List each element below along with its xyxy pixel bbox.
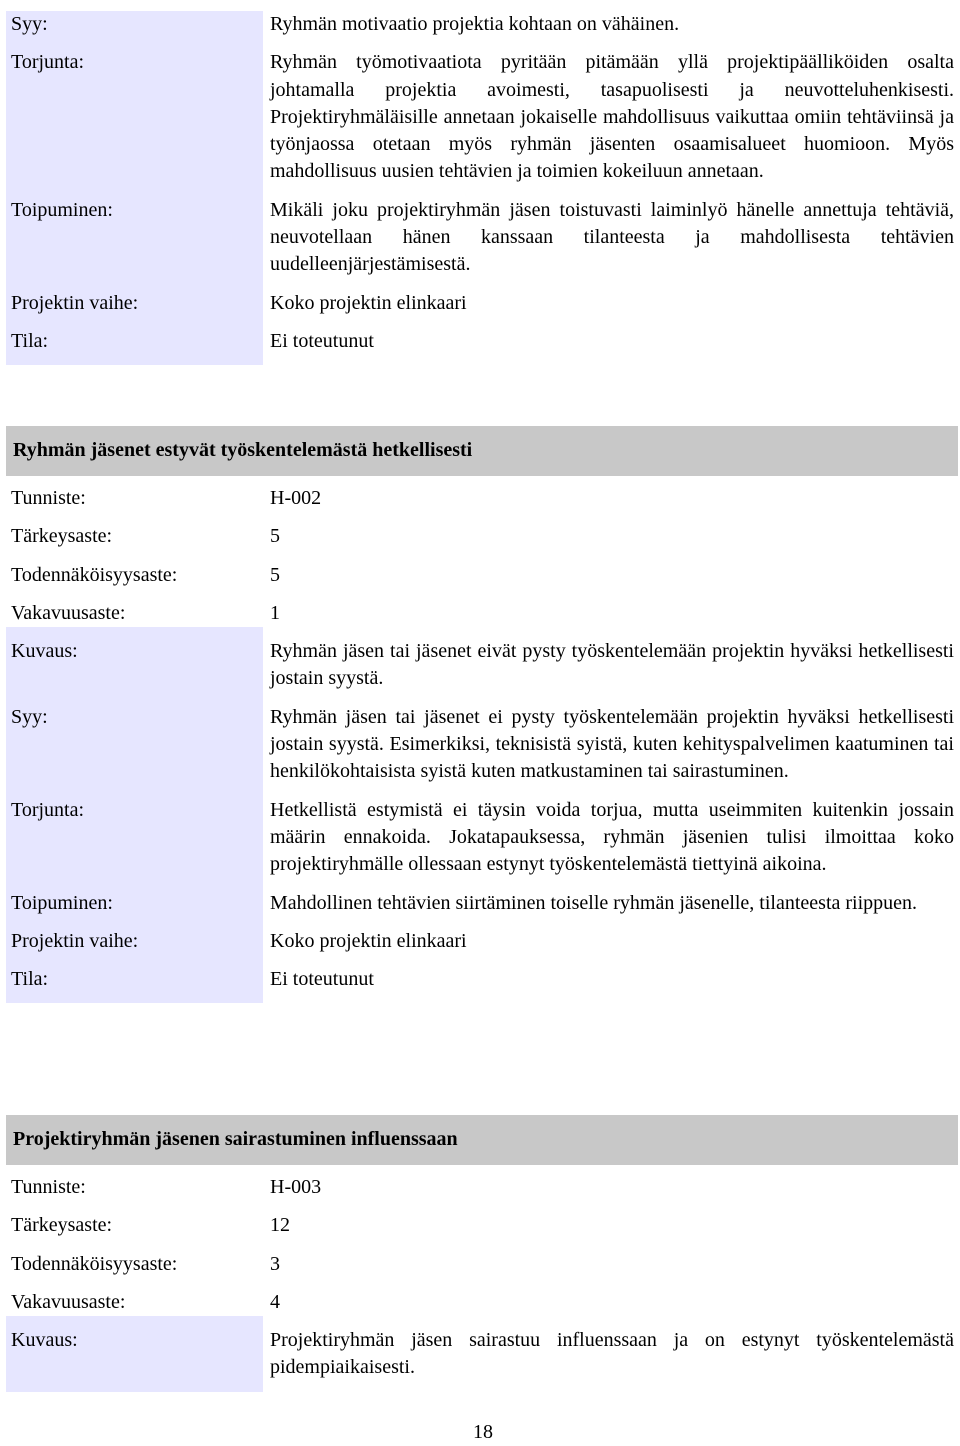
field-value-toipuminen: Mahdollinen tehtävien siirtäminen toiselle ryhmän jäsenelle, tilanteesta riippuen. — [270, 891, 918, 914]
row-gap — [6, 38, 958, 49]
field-label-vaihe: Projektin vaihe: — [6, 290, 263, 317]
field-row-tila — [6, 328, 958, 355]
field-value-torjunta: Ryhmän työmotivaatiota pyritään pitämään yllä projektipäälliköiden osalta johtamalla projektia avoimesti, tasapuolisesti ja neuvotteluhenkisesti. Projektiryhmäläisille annetaan jokaiselle mahdollisuus vaikuttaa omiin tehtäviinsä ja työnjaossa otetaan myös ryhmän jäsenten osaamisalueet huomioon. Myös mahdollisuus uusien tehtävien ja toimien kokeiluun annetaan. — [270, 51, 954, 183]
row-gap — [6, 955, 958, 966]
field-row-torjunta — [6, 797, 958, 879]
row-gap — [6, 279, 958, 290]
field-value-torjunta: Hetkellistä estymistä ei täysin voida torjua, mutta useimmiten kuitenkin jossain määrin ennakoida. Jokatapauksessa, ryhmän jäsenien tulisi ilmoittaa koko projektiryhmälle ollessaan estynyt työskentelemästä tiettyinä aikoina. — [270, 798, 954, 876]
field-value-vaihe: Koko projektin elinkaari — [270, 291, 467, 314]
row-gap — [6, 627, 958, 638]
row-gap — [6, 786, 958, 797]
row-gap — [6, 317, 958, 328]
row-gap — [6, 1316, 958, 1327]
field-value-vakavuusaste: 4 — [270, 1290, 280, 1313]
row-gap — [6, 1240, 958, 1251]
field-label-tila: Tila: — [6, 966, 263, 993]
field-value-todennakoisyysaste: 5 — [270, 563, 280, 586]
field-row-kuvaus — [6, 638, 958, 693]
field-value-vaihe: Koko projektin elinkaari — [270, 929, 467, 952]
row-gap — [6, 1278, 958, 1289]
field-value-vakavuusaste: 1 — [270, 601, 280, 624]
field-value-tarkeysaste: 12 — [270, 1214, 290, 1237]
field-label-vaihe: Projektin vaihe: — [6, 928, 263, 955]
field-label-vakavuusaste: Vakavuusaste: — [11, 601, 126, 624]
row-gap — [6, 993, 958, 1003]
field-row-syy — [6, 704, 958, 786]
field-row-tarkeysaste — [6, 1212, 958, 1239]
risk-title: Projektiryhmän jäsenen sairastuminen influenssaan — [6, 1115, 958, 1165]
field-value-kuvaus: Ryhmän jäsen tai jäsenet eivät pysty työskentelemään projektin hyväksi hetkellisesti jostain syystä. — [270, 640, 954, 690]
row-gap — [6, 1382, 958, 1392]
row-gap — [6, 1201, 958, 1212]
field-label-torjunta: Torjunta: — [6, 49, 263, 185]
field-label-kuvaus: Kuvaus: — [6, 638, 263, 693]
risk-title: Ryhmän jäsenet estyvät työskentelemästä hetkellisesti — [6, 426, 958, 476]
risk-section-h002 — [6, 426, 958, 1003]
field-label-toipuminen: Toipuminen: — [6, 197, 263, 279]
risk-section-h003 — [6, 1115, 958, 1392]
row-gap — [6, 589, 958, 600]
field-row-tunniste — [6, 1174, 958, 1201]
field-label-tarkeysaste: Tärkeysaste: — [11, 1214, 113, 1237]
field-row-vakavuusaste — [6, 600, 958, 627]
field-value-tila: Ei toteutunut — [270, 968, 374, 991]
field-value-tila: Ei toteutunut — [270, 329, 374, 352]
row-gap — [6, 512, 958, 523]
row-gap — [6, 551, 958, 562]
field-label-torjunta: Torjunta: — [6, 797, 263, 879]
field-value-todennakoisyysaste: 3 — [270, 1252, 280, 1275]
field-label-todennakoisyysaste: Todennäköisyysaste: — [11, 563, 178, 586]
field-value-tarkeysaste: 5 — [270, 525, 280, 548]
page-number: 18 — [473, 1421, 493, 1443]
field-row-tunniste — [6, 485, 958, 512]
row-gap — [6, 917, 958, 928]
field-row-syy — [6, 11, 958, 38]
field-label-tunniste: Tunniste: — [11, 487, 86, 509]
field-row-vaihe — [6, 928, 958, 955]
risk-section-1-tail — [6, 11, 958, 365]
field-label-tila: Tila: — [6, 328, 263, 355]
row-gap — [6, 186, 958, 197]
field-row-tila — [6, 966, 958, 993]
field-row-vaihe — [6, 290, 958, 317]
field-label-vakavuusaste: Vakavuusaste: — [11, 1290, 126, 1313]
field-label-syy: Syy: — [6, 11, 263, 38]
field-row-tarkeysaste — [6, 523, 958, 550]
field-row-vakavuusaste — [6, 1289, 958, 1316]
field-row-todennakoisyysaste — [6, 1251, 958, 1278]
row-gap — [6, 355, 958, 365]
field-label-todennakoisyysaste: Todennäköisyysaste: — [11, 1252, 178, 1275]
field-value-syy: Ryhmän motivaatio projektia kohtaan on vähäinen. — [270, 13, 680, 35]
field-label-syy: Syy: — [6, 704, 263, 786]
field-value-tunniste: H-003 — [270, 1176, 322, 1198]
field-label-toipuminen: Toipuminen: — [6, 890, 263, 917]
field-row-todennakoisyysaste — [6, 562, 958, 589]
field-row-toipuminen — [6, 197, 958, 279]
field-row-toipuminen — [6, 890, 958, 917]
field-label-kuvaus: Kuvaus: — [6, 1327, 263, 1382]
field-value-toipuminen: Mikäli joku projektiryhmän jäsen toistuvasti laiminlyö hänelle annettuja tehtäviä, neuvotellaan hänen kanssaan tilanteesta ja mahdollisesta tehtävien uudelleenjärjestämisestä. — [270, 198, 954, 276]
field-row-torjunta — [6, 49, 958, 185]
field-label-tunniste: Tunniste: — [11, 1176, 86, 1198]
field-value-syy: Ryhmän jäsen tai jäsenet ei pysty työskentelemään projektin hyväksi hetkellisesti jostain syystä. Esimerkiksi, teknisistä syistä, kuten kehityspalvelimen kaatuminen tai henkilökohtaisista syistä kuten matkustaminen tai sairastuminen. — [270, 705, 954, 783]
field-value-tunniste: H-002 — [270, 487, 322, 509]
field-value-kuvaus: Projektiryhmän jäsen sairastuu influenssaan ja on estynyt työskentelemästä pidempiaikaisesti. — [270, 1329, 954, 1379]
row-gap — [6, 879, 958, 890]
row-gap — [6, 693, 958, 704]
field-label-tarkeysaste: Tärkeysaste: — [11, 525, 113, 548]
field-row-kuvaus — [6, 1327, 958, 1382]
